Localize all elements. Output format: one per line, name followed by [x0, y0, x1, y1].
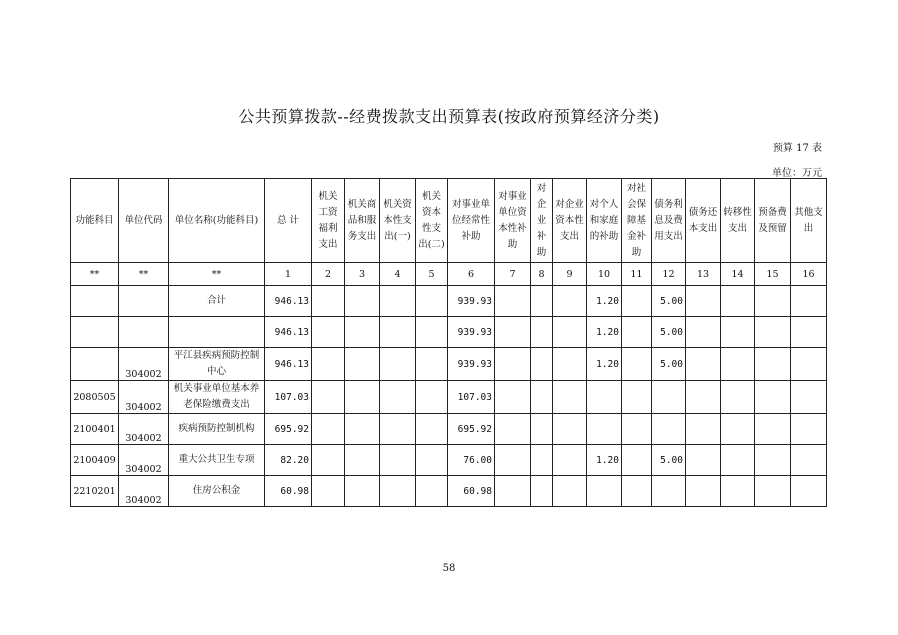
amount-cell-c7: [495, 381, 531, 414]
amount-cell-c16: [791, 445, 827, 476]
amount-cell-c8: [531, 414, 553, 445]
amount-cell-c15: [755, 286, 791, 317]
amount-cell-c14: [721, 348, 755, 381]
index-cell: 8: [531, 263, 553, 286]
amount-cell-c9: [553, 286, 587, 317]
amount-cell-c3: [345, 286, 380, 317]
header-col-10: 对个人和家庭的补助: [587, 179, 622, 263]
amount-cell-c4: [380, 476, 416, 507]
amount-cell-c12: [652, 476, 686, 507]
amount-cell-c12: 5.00: [652, 348, 686, 381]
data-body: [71, 286, 827, 507]
amount-cell-c15: [755, 476, 791, 507]
amount-cell-c7: [495, 317, 531, 348]
amount-cell-total: 107.03: [265, 381, 312, 414]
amount-cell-c12: 5.00: [652, 286, 686, 317]
amount-cell-c16: [791, 286, 827, 317]
header-unit-code: 单位代码: [119, 179, 169, 263]
amount-cell-c11: [622, 445, 652, 476]
table-row: [71, 414, 827, 445]
index-cell: **: [71, 263, 119, 286]
amount-cell-c10: 1.20: [587, 286, 622, 317]
table-row: [71, 286, 827, 317]
amount-cell-c2: [312, 348, 345, 381]
amount-cell-c12: 5.00: [652, 317, 686, 348]
amount-cell-c15: [755, 414, 791, 445]
amount-cell-c13: [686, 348, 721, 381]
page-title: 公共预算拨款--经费拨款支出预算表(按政府预算经济分类): [238, 107, 660, 126]
index-cell: 6: [448, 263, 495, 286]
index-cell: **: [119, 263, 169, 286]
func-code-cell: 2210201: [71, 476, 119, 507]
func-code-cell: [71, 348, 119, 381]
amount-cell-c9: [553, 381, 587, 414]
amount-cell-c10: [587, 414, 622, 445]
amount-cell-c6: 107.03: [448, 381, 495, 414]
amount-cell-c2: [312, 414, 345, 445]
index-cell: 3: [345, 263, 380, 286]
amount-cell-c8: [531, 286, 553, 317]
amount-cell-c3: [345, 414, 380, 445]
amount-cell-c16: [791, 348, 827, 381]
unit-code-cell: [119, 286, 169, 317]
amount-cell-total: 946.13: [265, 286, 312, 317]
amount-cell-c8: [531, 381, 553, 414]
header-row: [71, 179, 827, 263]
amount-cell-c8: [531, 476, 553, 507]
amount-cell-c2: [312, 286, 345, 317]
amount-cell-c11: [622, 348, 652, 381]
amount-cell-c7: [495, 414, 531, 445]
amount-cell-total: 695.92: [265, 414, 312, 445]
amount-cell-c9: [553, 414, 587, 445]
header-col-6: 对事业单位经常性补助: [448, 179, 495, 263]
index-cell: 5: [416, 263, 448, 286]
index-cell: 15: [755, 263, 791, 286]
amount-cell-c13: [686, 445, 721, 476]
index-cell: 13: [686, 263, 721, 286]
header-col-13: 债务还本支出: [686, 179, 721, 263]
amount-cell-c11: [622, 476, 652, 507]
amount-cell-c12: 5.00: [652, 445, 686, 476]
amount-cell-c4: [380, 317, 416, 348]
header-col-16: 其他支出: [791, 179, 827, 263]
index-cell: 16: [791, 263, 827, 286]
amount-cell-c5: [416, 476, 448, 507]
amount-cell-c8: [531, 348, 553, 381]
amount-cell-c4: [380, 286, 416, 317]
amount-cell-c14: [721, 476, 755, 507]
amount-cell-total: 60.98: [265, 476, 312, 507]
unit-code-cell: 304002: [119, 445, 169, 476]
amount-cell-c3: [345, 317, 380, 348]
amount-cell-c2: [312, 317, 345, 348]
amount-cell-c8: [531, 445, 553, 476]
amount-cell-c4: [380, 414, 416, 445]
amount-cell-c10: 1.20: [587, 317, 622, 348]
table-row: [71, 476, 827, 507]
unit-code-cell: 304002: [119, 348, 169, 381]
amount-cell-c5: [416, 317, 448, 348]
header-func-code: 功能科目: [71, 179, 119, 263]
amount-cell-c16: [791, 381, 827, 414]
amount-cell-c3: [345, 348, 380, 381]
amount-cell-c11: [622, 286, 652, 317]
amount-cell-c15: [755, 317, 791, 348]
amount-cell-c3: [345, 476, 380, 507]
amount-cell-c3: [345, 381, 380, 414]
amount-cell-c15: [755, 381, 791, 414]
amount-cell-total: 82.20: [265, 445, 312, 476]
amount-cell-c13: [686, 317, 721, 348]
amount-cell-c9: [553, 445, 587, 476]
header-total: 总 计: [265, 179, 312, 263]
unit-name-cell: 机关事业单位基本养老保险缴费支出: [169, 381, 265, 414]
amount-cell-c14: [721, 445, 755, 476]
unit-code-cell: 304002: [119, 414, 169, 445]
index-cell: 2: [312, 263, 345, 286]
amount-cell-c6: 60.98: [448, 476, 495, 507]
amount-cell-c2: [312, 381, 345, 414]
func-code-cell: [71, 317, 119, 348]
amount-cell-c5: [416, 381, 448, 414]
amount-cell-c4: [380, 445, 416, 476]
amount-cell-c12: [652, 414, 686, 445]
page-number: 58: [442, 563, 456, 574]
amount-cell-c2: [312, 476, 345, 507]
header-col-5: 机关资本性支出(二): [416, 179, 448, 263]
unit-name-cell: 平江县疾病预防控制中心: [169, 348, 265, 381]
index-cell: 14: [721, 263, 755, 286]
amount-cell-c16: [791, 414, 827, 445]
amount-cell-c6: 939.93: [448, 348, 495, 381]
header-col-11: 对社会保障基金补助: [622, 179, 652, 263]
unit-name-cell: 合计: [169, 286, 265, 317]
header-col-3: 机关商品和服务支出: [345, 179, 380, 263]
header-col-12: 债务利息及费用支出: [652, 179, 686, 263]
index-cell: **: [169, 263, 265, 286]
amount-cell-total: 946.13: [265, 317, 312, 348]
amount-cell-c14: [721, 286, 755, 317]
func-code-cell: 2100401: [71, 414, 119, 445]
amount-cell-c16: [791, 317, 827, 348]
func-code-cell: 2080505: [71, 381, 119, 414]
unit-code-cell: [119, 317, 169, 348]
table-row: [71, 445, 827, 476]
index-row: [71, 263, 827, 286]
index-cell: 4: [380, 263, 416, 286]
table-row: [71, 348, 827, 381]
amount-cell-c8: [531, 317, 553, 348]
amount-cell-c10: 1.20: [587, 348, 622, 381]
table-row: [71, 381, 827, 414]
amount-cell-c13: [686, 286, 721, 317]
header-col-4: 机关资本性支出(一): [380, 179, 416, 263]
amount-cell-c6: 939.93: [448, 317, 495, 348]
amount-cell-c14: [721, 414, 755, 445]
unit-label: 单位：万元: [772, 168, 822, 179]
amount-cell-c7: [495, 286, 531, 317]
amount-cell-c9: [553, 317, 587, 348]
header-col-14: 转移性支出: [721, 179, 755, 263]
header-col-7: 对事业单位资本性补助: [495, 179, 531, 263]
amount-cell-c9: [553, 348, 587, 381]
amount-cell-c9: [553, 476, 587, 507]
table-number: 预算 17 表: [772, 143, 822, 154]
index-cell: 7: [495, 263, 531, 286]
amount-cell-c11: [622, 414, 652, 445]
header-col-8: 对企业补助: [531, 179, 553, 263]
unit-code-cell: 304002: [119, 381, 169, 414]
func-code-cell: 2100409: [71, 445, 119, 476]
unit-code-cell: 304002: [119, 476, 169, 507]
table-row: [71, 317, 827, 348]
amount-cell-total: 946.13: [265, 348, 312, 381]
amount-cell-c12: [652, 381, 686, 414]
amount-cell-c10: [587, 476, 622, 507]
amount-cell-c5: [416, 286, 448, 317]
amount-cell-c14: [721, 317, 755, 348]
amount-cell-c10: 1.20: [587, 445, 622, 476]
amount-cell-c7: [495, 476, 531, 507]
amount-cell-c5: [416, 348, 448, 381]
unit-name-cell: 住房公积金: [169, 476, 265, 507]
amount-cell-c6: 695.92: [448, 414, 495, 445]
amount-cell-c15: [755, 445, 791, 476]
amount-cell-c7: [495, 445, 531, 476]
index-cell: 1: [265, 263, 312, 286]
amount-cell-c4: [380, 381, 416, 414]
amount-cell-c15: [755, 348, 791, 381]
amount-cell-c13: [686, 381, 721, 414]
amount-cell-c4: [380, 348, 416, 381]
header-col-9: 对企业资本性支出: [553, 179, 587, 263]
amount-cell-c10: [587, 381, 622, 414]
amount-cell-c16: [791, 476, 827, 507]
amount-cell-c14: [721, 381, 755, 414]
amount-cell-c5: [416, 445, 448, 476]
header-col-15: 预备费及预留: [755, 179, 791, 263]
amount-cell-c11: [622, 317, 652, 348]
header-unit-name: 单位名称(功能科目): [169, 179, 265, 263]
amount-cell-c5: [416, 414, 448, 445]
header-col-2: 机关工资福利支出: [312, 179, 345, 263]
index-cell: 12: [652, 263, 686, 286]
amount-cell-c11: [622, 381, 652, 414]
amount-cell-c6: 76.00: [448, 445, 495, 476]
amount-cell-c3: [345, 445, 380, 476]
index-cell: 11: [622, 263, 652, 286]
amount-cell-c6: 939.93: [448, 286, 495, 317]
func-code-cell: [71, 286, 119, 317]
unit-name-cell: [169, 317, 265, 348]
unit-name-cell: 疾病预防控制机构: [169, 414, 265, 445]
amount-cell-c2: [312, 445, 345, 476]
amount-cell-c13: [686, 414, 721, 445]
unit-name-cell: 重大公共卫生专项: [169, 445, 265, 476]
index-cell: 9: [553, 263, 587, 286]
amount-cell-c7: [495, 348, 531, 381]
index-cell: 10: [587, 263, 622, 286]
budget-table: [70, 178, 827, 507]
amount-cell-c13: [686, 476, 721, 507]
